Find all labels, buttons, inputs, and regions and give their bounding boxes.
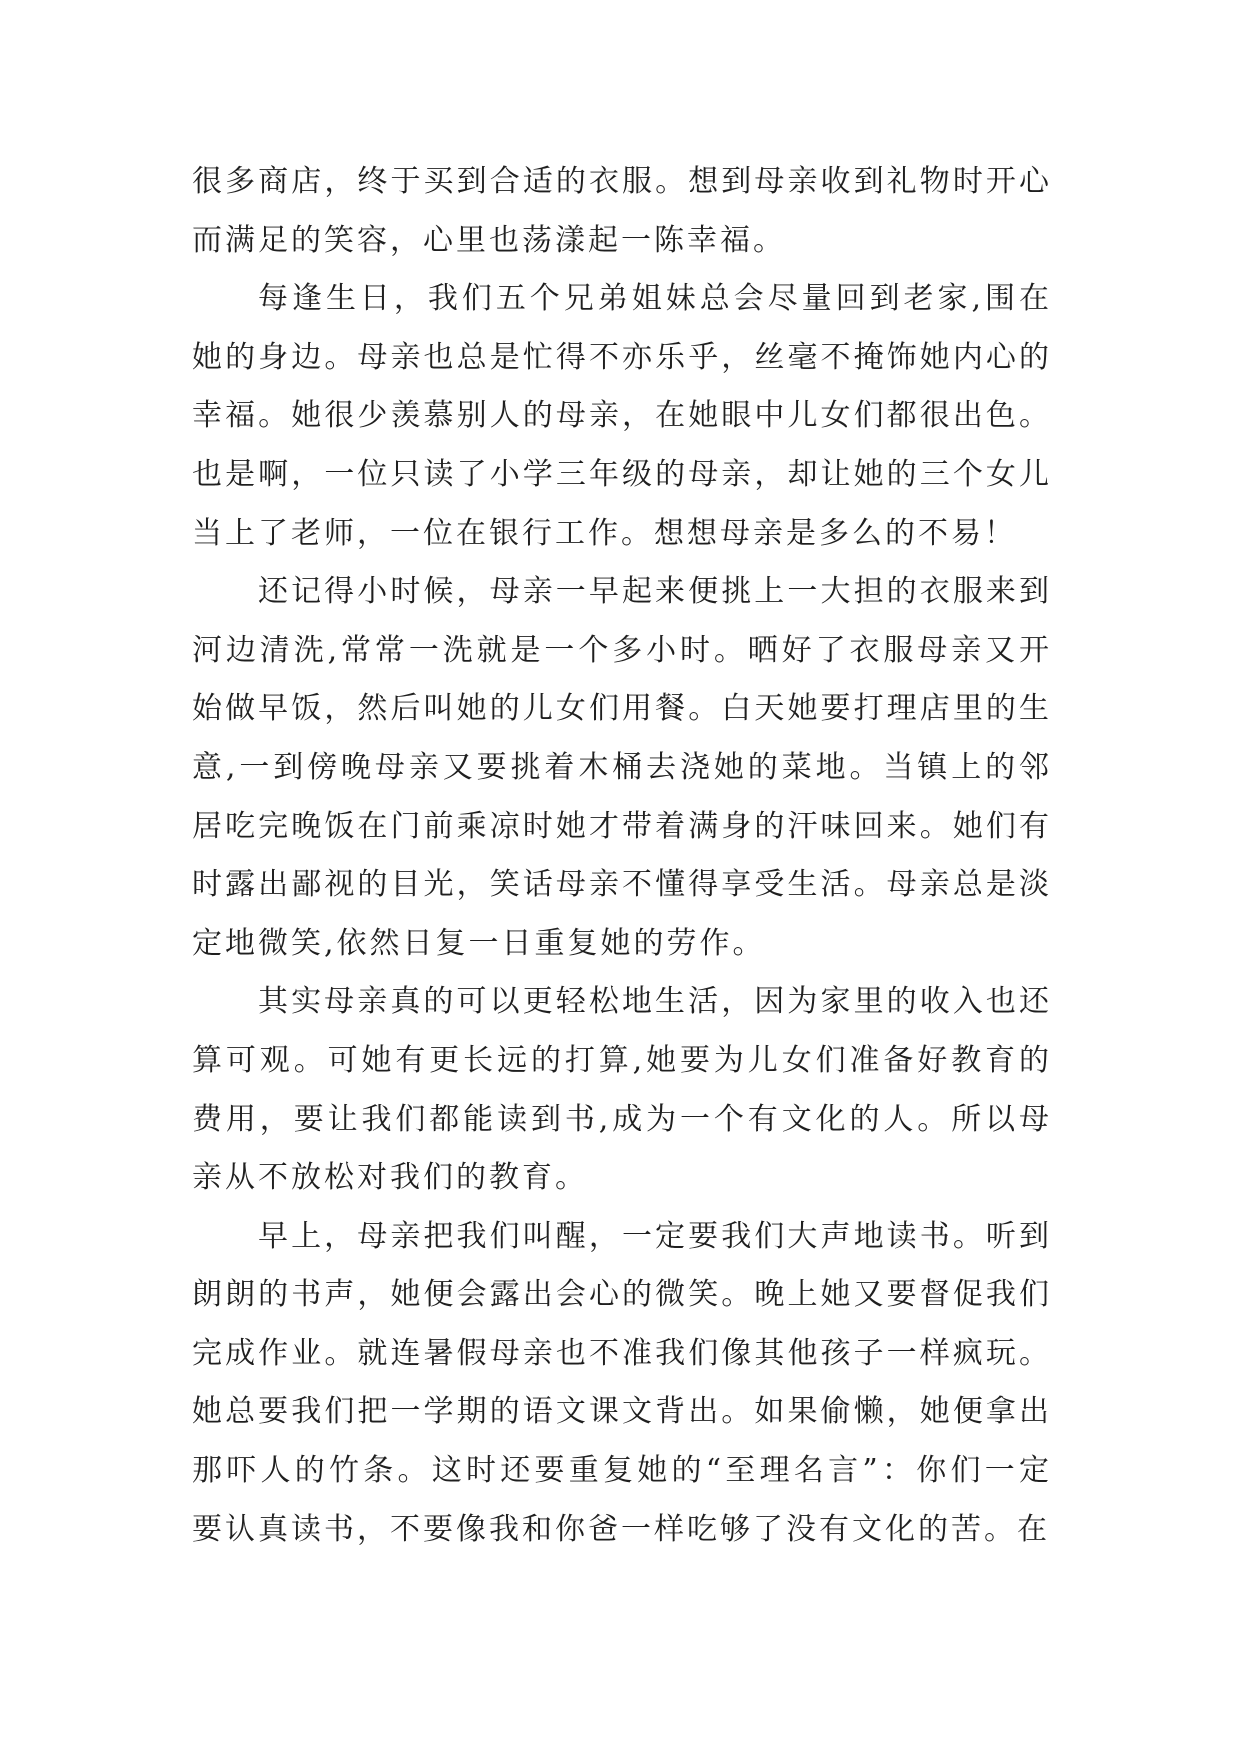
paragraph-5: 早上，母亲把我们叫醒，一定要我们大声地读书。听到朗朗的书声，她便会露出会心的微笑。晚上她又要督促我们完成作业。就连暑假母亲也不准我们像其他孩子一样疯玩。她总要我们把一学期的语文课文背出。如果偷懒，她便拿出那吓人的竹条。这时还要重复她的“至理名言”：你们一定要认真读书，不要像我和你爸一样吃够了没有文化的苦。在 — [192, 1218, 1052, 1547]
paragraph-2: 每逢生日，我们五个兄弟姐妹总会尽量回到老家,围在她的身边。母亲也总是忙得不亦乐乎，丝毫不掩饰她内心的幸福。她很少羡慕别人的母亲，在她眼中儿女们都很出色。也是啊，一位只读了小学三年级的母亲，却让她的三个女儿当上了老师，一位在银行工作。想想母亲是多么的不易！ — [192, 281, 1052, 551]
paragraph-4: 其实母亲真的可以更轻松地生活，因为家里的收入也还算可观。可她有更长远的打算,她要为儿女们准备好教育的费用，要让我们都能读到书,成为一个有文化的人。所以母亲从不放松对我们的教育。 — [192, 984, 1052, 1196]
paragraph-3: 还记得小时候，母亲一早起来便挑上一大担的衣服来到河边清洗,常常一洗就是一个多小时。晒好了衣服母亲又开始做早饭，然后叫她的儿女们用餐。白天她要打理店里的生意,一到傍晚母亲又要挑着木桶去浇她的菜地。当镇上的邻居吃完晚饭在门前乘凉时她才带着满身的汗味回来。她们有时露出鄙视的目光，笑话母亲不懂得享受生活。母亲总是淡定地微笑,依然日复一日重复她的劳作。 — [192, 574, 1052, 961]
paragraph-1: 很多商店，终于买到合适的衣服。想到母亲收到礼物时开心而满足的笑容，心里也荡漾起一陈幸福。 — [192, 164, 1052, 258]
document-body — [192, 153, 1052, 1559]
